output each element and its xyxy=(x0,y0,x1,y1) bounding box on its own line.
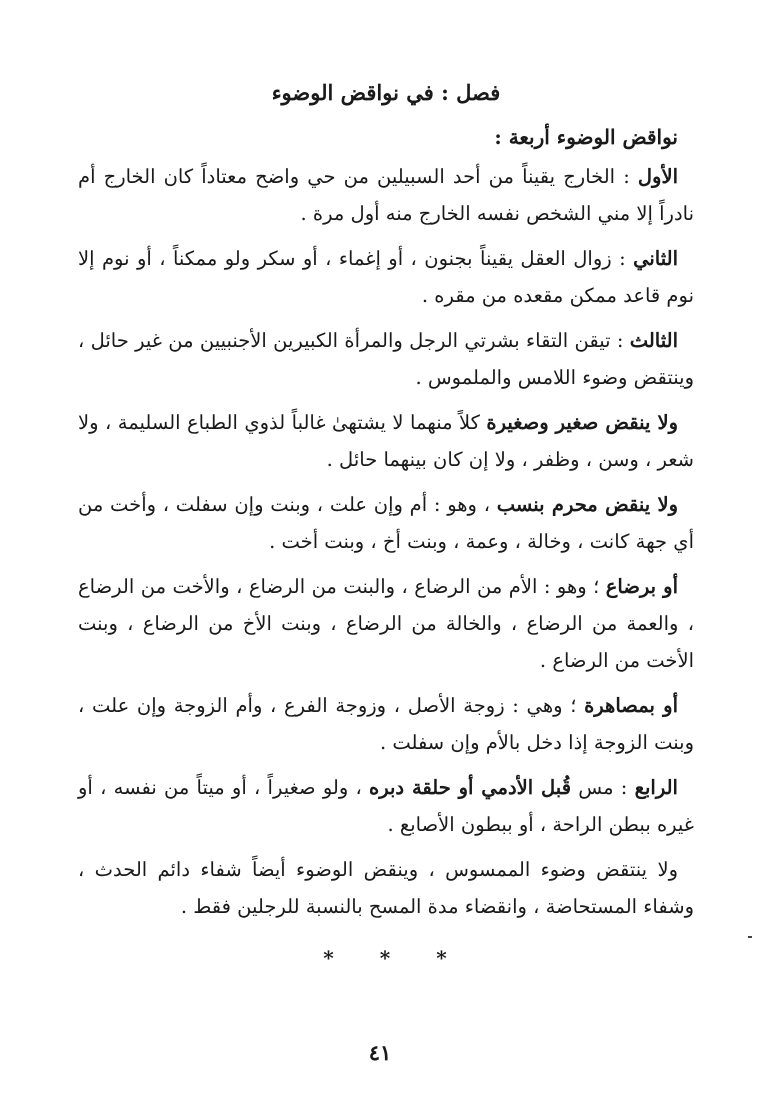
paragraph-lead: ولا ينقض صغير وصغيرة xyxy=(486,411,678,434)
paragraph-lead: الأول xyxy=(637,165,679,188)
paragraph-tail: ، ولو صغيراً ، أو ميتاً من نفسه ، أو غيره ببطن الراحة ، أو ببطون الأصابع . xyxy=(78,776,694,836)
paragraph-emphasis: قُبل الأدمي أو حلقة دبره xyxy=(369,776,572,799)
paragraph-text: : زوال العقل يقيناً بجنون ، أو إغماء ، أو سكر ولو ممكناً ، أو نوم إلا نوم قاعد ممكن مقعده من مقره . xyxy=(78,247,694,307)
paragraph-closing-note xyxy=(78,851,694,925)
paragraph-text: : مس xyxy=(571,776,635,799)
separator-star: * xyxy=(379,946,393,970)
paragraph-second-nullifier xyxy=(78,240,694,314)
separator-star: * xyxy=(323,946,336,970)
paragraph-fourth-nullifier xyxy=(78,769,694,843)
paragraph-text: ، وهو : أم وإن علت ، وبنت وإن سفلت ، وأخت من أي جهة كانت ، وخالة ، وعمة ، وبنت أخ ، وبنت أخت . xyxy=(78,493,694,553)
paragraph-minors-exception xyxy=(78,404,694,478)
page-body xyxy=(78,78,694,973)
paragraph-third-nullifier xyxy=(78,322,694,396)
separator-star: * xyxy=(436,946,449,970)
section-subheading: نواقض الوضوء أربعة : xyxy=(494,125,678,149)
paragraph-kinship-exception xyxy=(78,486,694,560)
paragraph-lead: الرابع xyxy=(634,776,678,799)
paragraph-text: كلاً منهما لا يشتهىٰ غالباً لذوي الطباع السليمة ، ولا شعر ، وسن ، وظفر ، ولا إن كان بينهما حائل . xyxy=(78,411,694,471)
paragraph-lead: الثاني xyxy=(633,247,678,270)
paragraph-text: : الخارج يقيناً من أحد السبيلين من حي واضح معتاداً كان الخارج أم نادراً إلا مني الشخص نفسه الخارج منه أول مرة . xyxy=(78,165,694,225)
paragraph-lead: ولا ينقض محرم بنسب xyxy=(496,493,678,516)
paragraph-nursing-exception xyxy=(78,568,694,679)
paragraph-text: ؛ وهي : زوجة الأصل ، وزوجة الفرع ، وأم الزوجة وإن علت ، وبنت الزوجة إذا دخل بالأم وإن سفلت . xyxy=(78,694,694,754)
paragraph-text: ؛ وهو : الأم من الرضاع ، والبنت من الرضاع ، والأخت من الرضاع ، والعمة من الرضاع ، والخالة من الرضاع ، وبنت الأخ من الرضاع ، وبنت الأخت من الرضاع . xyxy=(78,575,694,672)
paragraph-lead: الثالث xyxy=(629,329,678,352)
paragraph-text: : تيقن التقاء بشرتي الرجل والمرأة الكبيرين الأجنبيين من غير حائل ، وينتقض وضوء اللامس والملموس . xyxy=(78,329,694,389)
chapter-heading: فصل : في نواقض الوضوء xyxy=(271,80,501,105)
page-number: ٤١ xyxy=(368,1040,392,1065)
paragraph-lead: أو بمصاهرة xyxy=(584,694,678,717)
paragraph-marriage-exception xyxy=(78,687,694,761)
paragraph-lead: أو برضاع xyxy=(605,575,678,598)
paragraph-text: ولا ينتقض وضوء الممسوس ، وينقض الوضوء أيضاً شفاء دائم الحدث ، وشفاء المستحاضة ، وانقضاء مدة المسح بالنسبة للرجلين فقط . xyxy=(78,858,694,918)
margin-mark xyxy=(748,936,752,938)
section-separator xyxy=(78,943,694,973)
paragraph-first-nullifier xyxy=(78,158,694,232)
